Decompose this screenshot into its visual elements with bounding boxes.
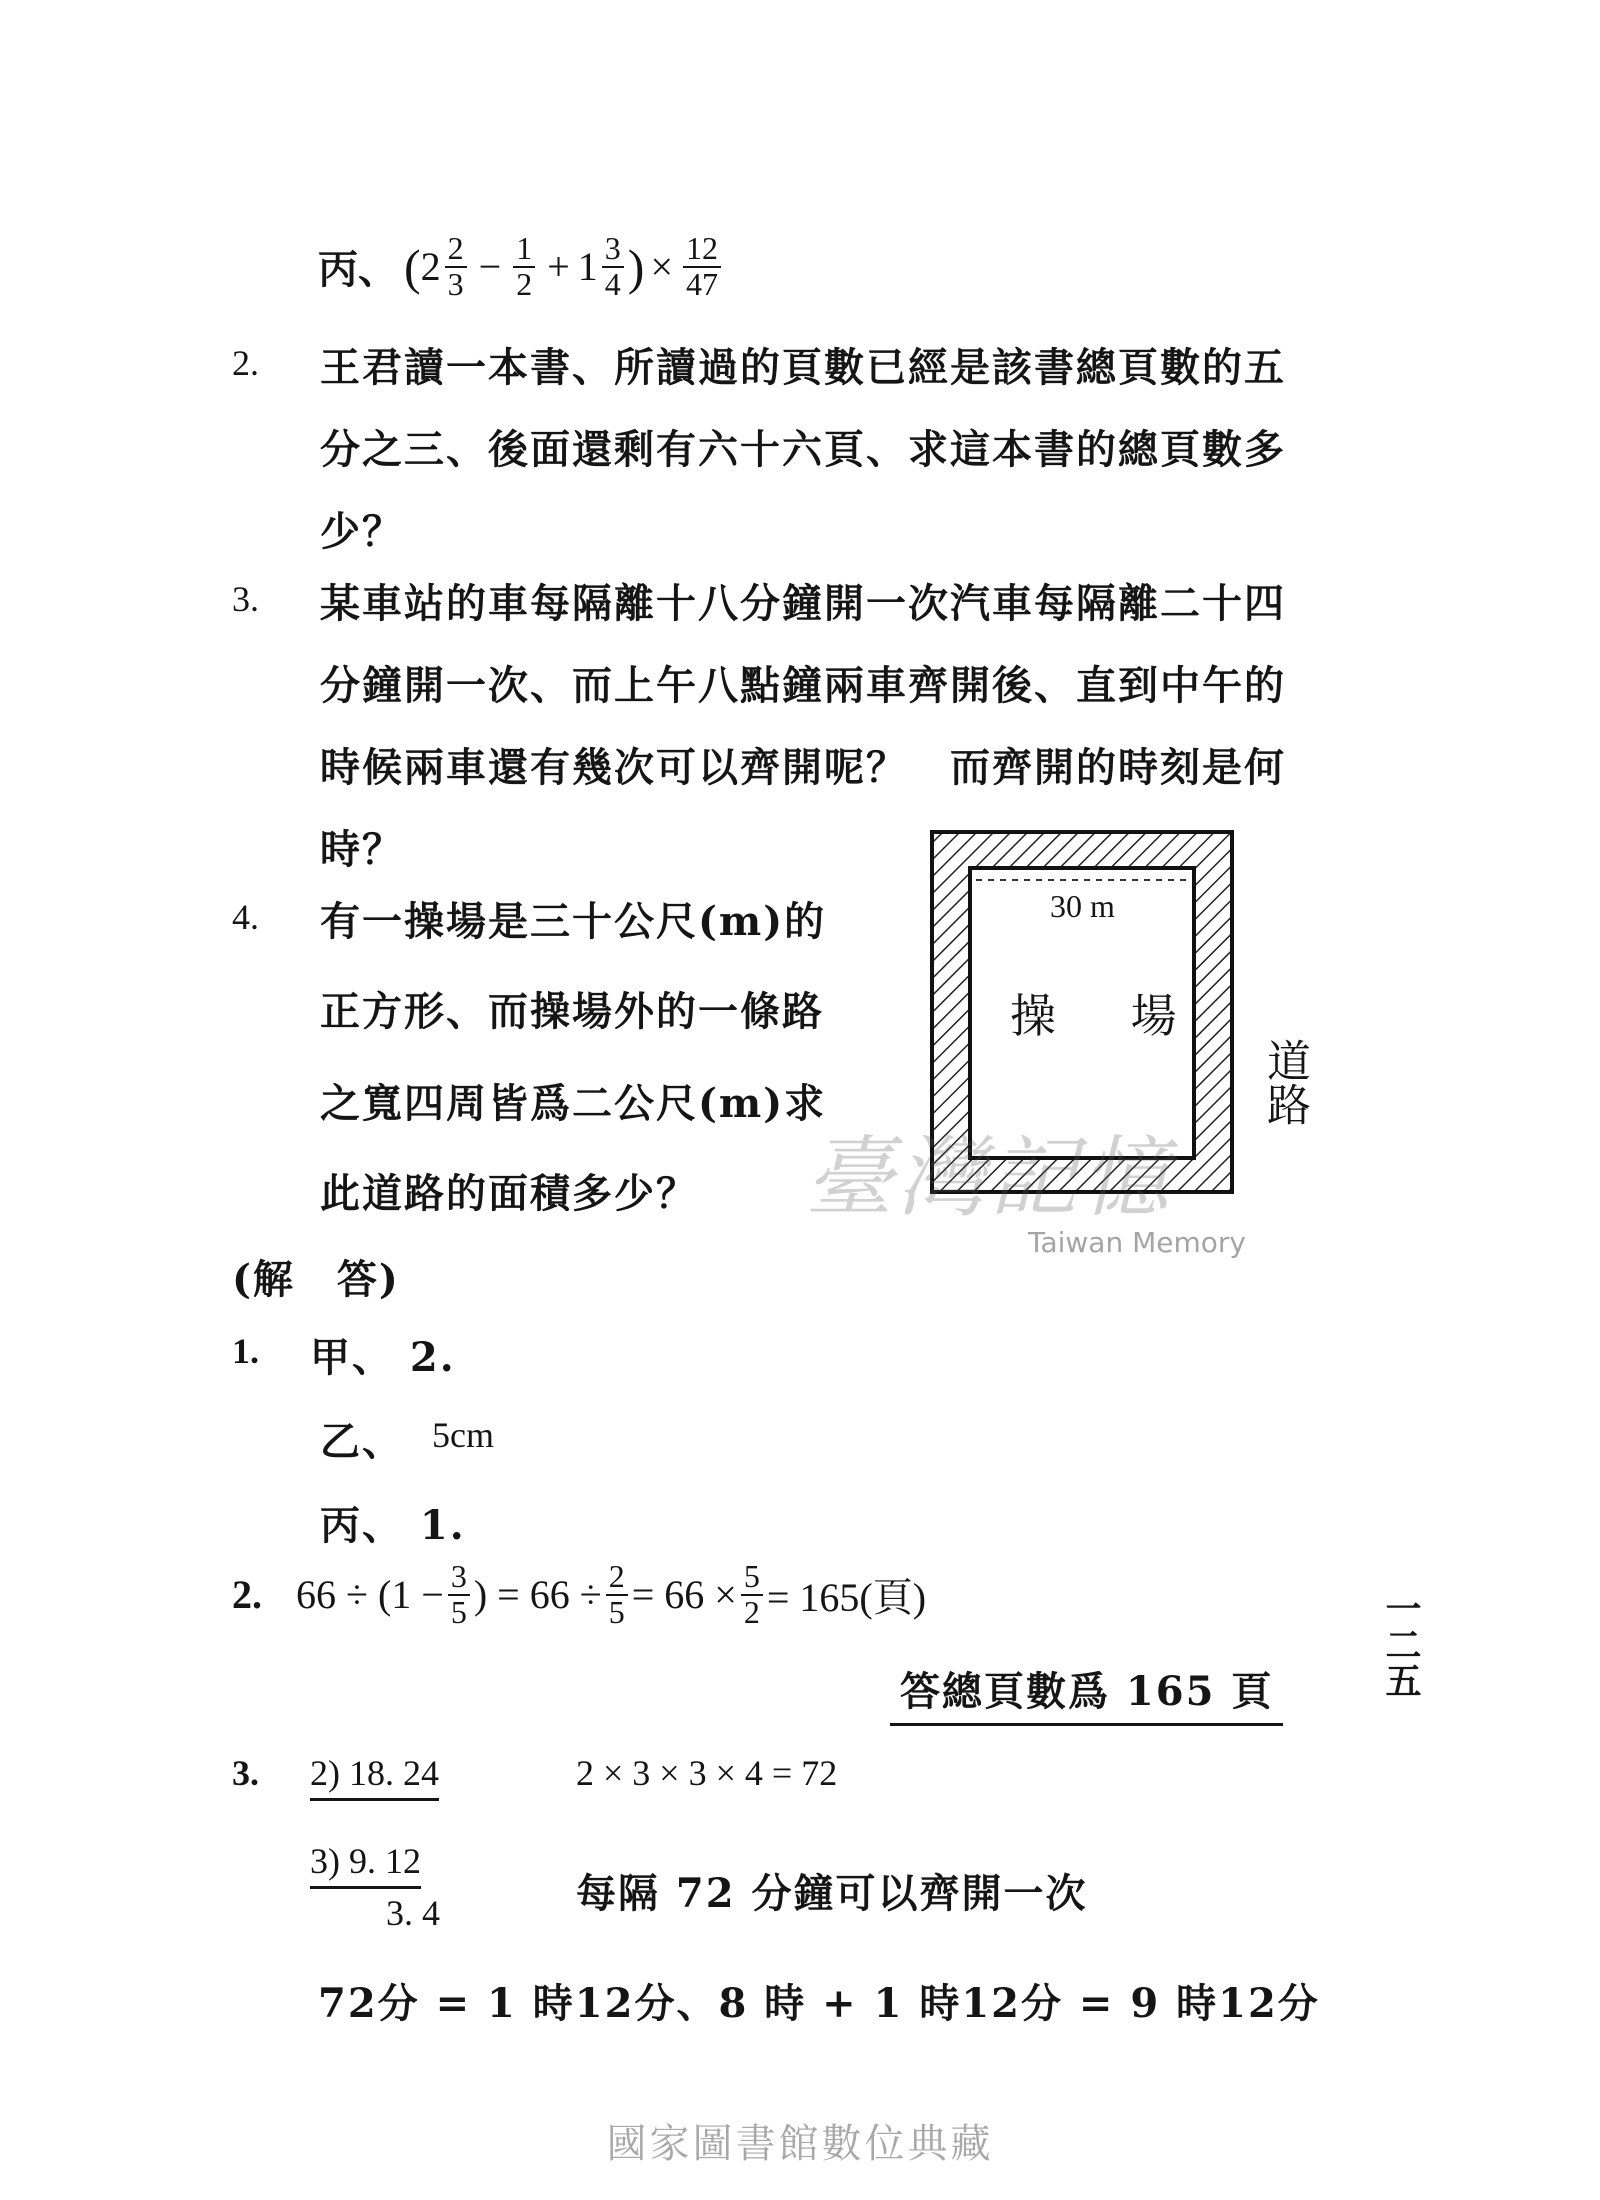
q3-line-3: 時候兩車還有幾次可以齊開呢？ 而齊開的時刻是何 [320,744,1286,791]
fraction-numerator: 2 [606,1560,628,1596]
q1c-minus: − [478,244,502,290]
a2-fraction-3 [741,1560,763,1629]
a2-term-4: = 165(頁) [766,1575,927,1621]
a3-time-line: 72分 = 1 時12分、8 時 + 1 時12分 = 9 時12分 [318,1980,1320,2027]
q1c-fraction-4 [683,232,721,301]
a1-yi-value: 5cm [432,1415,494,1455]
q1c-times: × [650,244,673,290]
a2-term-1: 66 ÷ (1 − [296,1572,444,1618]
a3-division-2-result: 3. 4 [386,1893,440,1933]
q1c-plus: + [547,244,570,290]
q2-number: 2. [232,343,259,383]
q1c-fraction-3 [602,232,624,301]
q2-line-2: 分之三、後面還剩有六十六頁、求這本書的總頁數多 [320,426,1286,473]
q3-line-4: 時？ [320,826,404,873]
a2-fraction-2 [606,1560,628,1629]
q2-line-3: 少？ [320,508,404,555]
fraction-denominator: 2 [743,1593,760,1630]
fraction-denominator: 2 [516,265,533,302]
a2-conclusion: 答總頁數爲 165 頁 [890,1660,1283,1726]
a2-fraction-1 [448,1560,470,1629]
q4-line-4: 此道路的面積多少？ [320,1170,698,1217]
fraction-denominator: 5 [608,1593,625,1630]
q3-number: 3. [232,579,259,619]
a3-number: 3. [232,1753,259,1793]
dimension-label: 30 m [1050,888,1115,924]
page-number: 一二五 [1380,1590,1421,1698]
a1-yi-label: 乙、 [320,1418,404,1465]
field-label: 操 場 [1010,989,1207,1043]
fraction-numerator: 1 [513,232,535,268]
a1-jia: 甲、 2. [310,1334,456,1381]
q1c-fraction-2 [513,232,535,301]
a2-expression [232,1560,926,1629]
q1c-label: 丙、 [318,247,398,294]
fraction-denominator: 5 [450,1593,467,1630]
a2-term-3: = 66 × [631,1572,737,1618]
road-label: 道路 [1259,1038,1310,1126]
q4-line-1: 有一操場是三十公尺(m)的 [320,898,827,945]
a1-bing: 丙、 1. [320,1502,466,1549]
q1c-whole-b: 1 [577,244,598,290]
q3-line-2: 分鐘開一次、而上午八點鐘兩車齊開後、直到中午的 [320,662,1286,709]
fraction-numerator: 2 [445,232,467,268]
fraction-denominator: 47 [686,265,718,302]
fraction-numerator: 3 [448,1560,470,1596]
a3-interval: 每隔 72 分鐘可以齊開一次 [576,1870,1088,1917]
q1c-expression [318,232,725,301]
q1c-fraction-1 [445,232,467,301]
a2-number: 2. [232,1572,262,1618]
a3-division-1: 2) 18. 24 [310,1752,439,1801]
q1c-whole-a: 2 [420,244,441,290]
q3-line-1: 某車站的車每隔離十八分鐘開一次汽車每隔離二十四 [320,580,1286,627]
q1c-lparen: ( [404,238,421,295]
q4-line-3: 之寬四周皆爲二公尺(m)求 [320,1080,827,1127]
q2-line-1: 王君讀一本書、所讀過的頁數已經是該書總頁數的五 [320,344,1286,391]
q1c-rparen: ) [627,238,645,295]
watermark-latin: Taiwan Memory [1028,1226,1246,1259]
a3-division-2: 3) 9. 12 [310,1840,421,1889]
a2-term-2: ) = 66 ÷ [473,1572,602,1618]
fraction-denominator: 3 [447,265,464,302]
a1-number: 1. [232,1331,259,1371]
fraction-denominator: 4 [604,265,621,302]
q4-number: 4. [232,897,259,937]
watermark-logo: 臺灣記憶 [805,1126,1174,1229]
footer-archive-label: 國家圖書館數位典藏 [606,2121,994,2167]
fraction-numerator: 12 [683,232,721,268]
fraction-numerator: 5 [741,1560,763,1596]
answers-heading: (解 答) [232,1256,400,1303]
q4-line-2: 正方形、而操場外的一條路 [320,988,824,1035]
fraction-numerator: 3 [602,232,624,268]
a3-product: 2 × 3 × 3 × 4 = 72 [576,1753,838,1793]
